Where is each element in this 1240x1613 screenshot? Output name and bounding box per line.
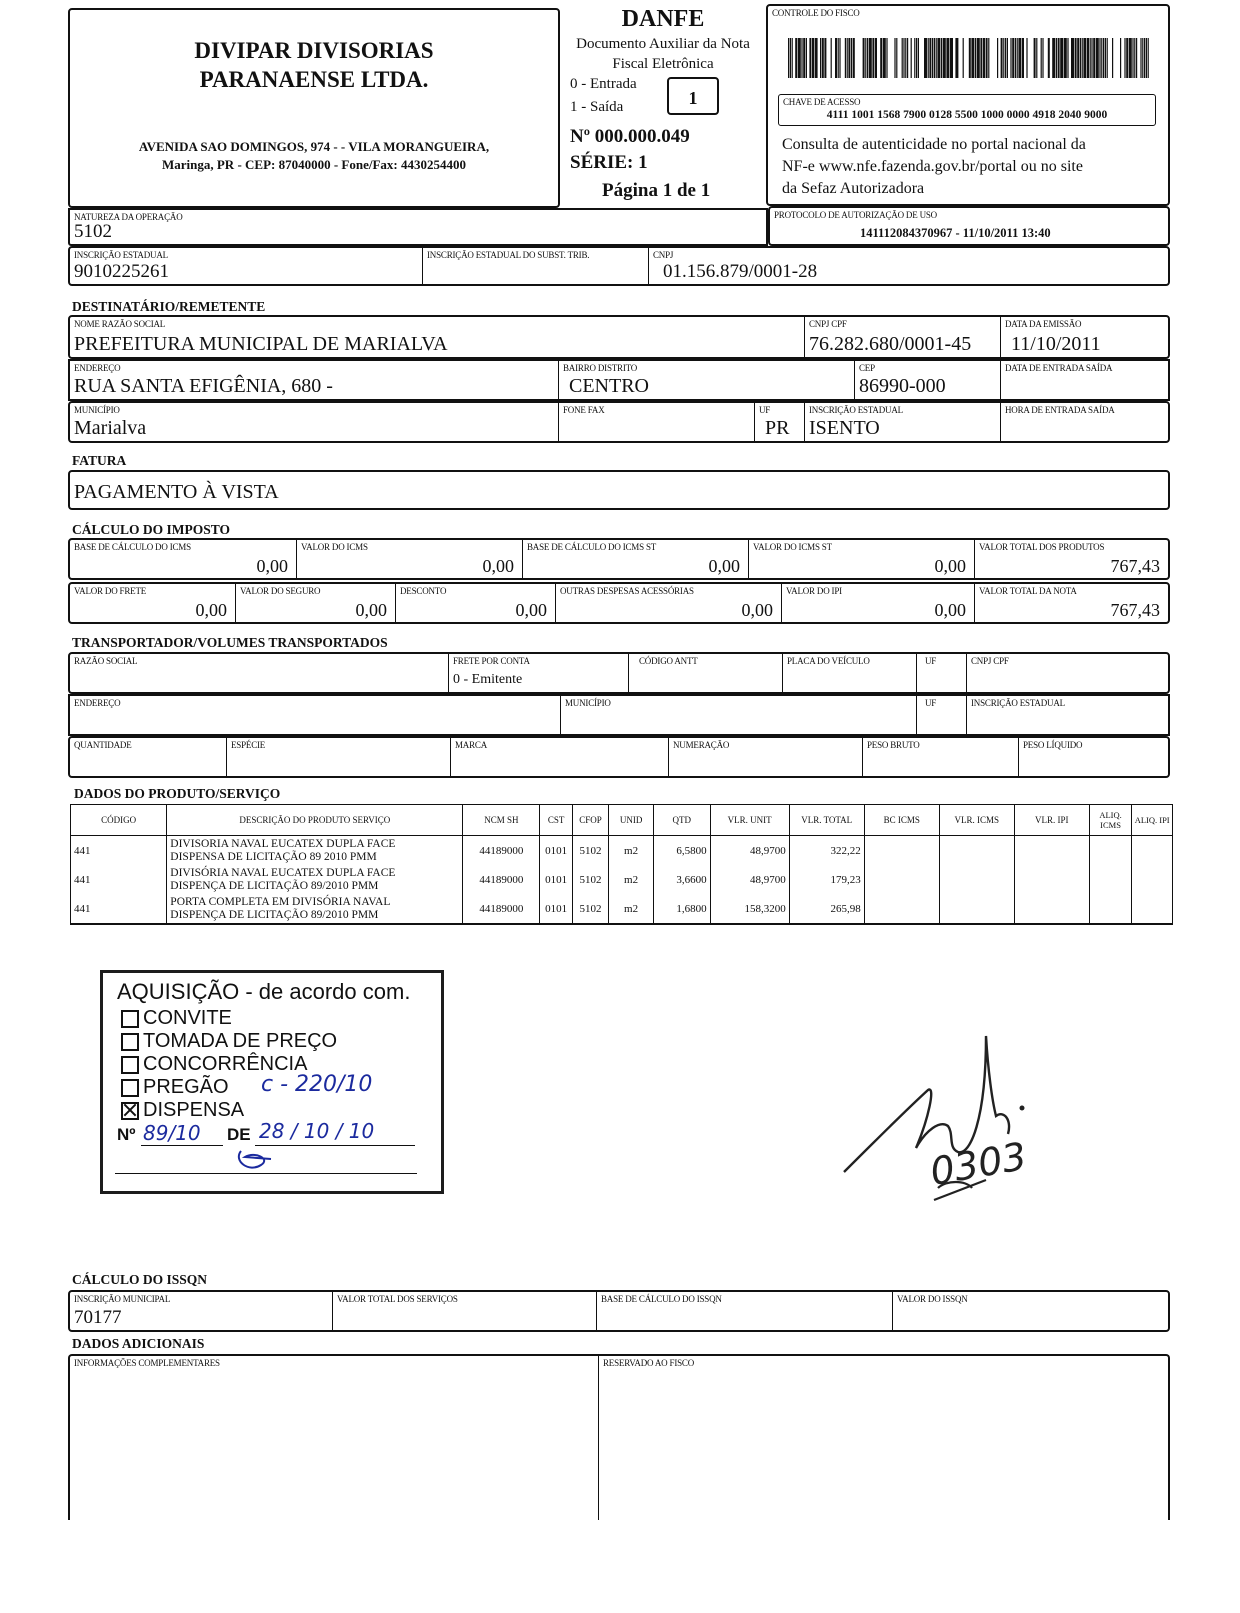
transporte-row-2: ENDEREÇO MUNICÍPIO UF INSCRIÇÃO ESTADUAL bbox=[68, 694, 1170, 736]
chave-acesso: 4111 1001 1568 7900 0128 5500 1000 0000 4918 2040 9000 bbox=[826, 109, 1108, 121]
frete-value: 0,00 bbox=[195, 600, 227, 620]
serie-nf: SÉRIE: 1 bbox=[570, 152, 648, 173]
col-vlr-icms: VLR. ICMS bbox=[939, 805, 1014, 836]
dest-ie: ISENTO bbox=[809, 417, 880, 439]
table-row: 441 DIVISÓRIA NAVAL EUCATEX DUPLA FACE DISPENÇA DE LICITAÇÃO 89/2010 PMM 44189000 0101 5102 m2 3,6600 48,9700 179,23 bbox=[71, 865, 1173, 894]
stamp-option-convite: CONVITE bbox=[121, 1007, 232, 1030]
dest-uf: PR bbox=[765, 417, 790, 439]
ie-cell: INSCRIÇÃO ESTADUAL 9010225261 bbox=[74, 250, 169, 282]
checked-checkbox-icon bbox=[121, 1102, 139, 1120]
dest-cep: 86990-000 bbox=[859, 375, 946, 397]
pagina-nf: Página 1 de 1 bbox=[602, 180, 711, 201]
col-cfop: CFOP bbox=[572, 805, 608, 836]
checkbox-icon bbox=[121, 1079, 139, 1097]
col-qtd: QTD bbox=[653, 805, 710, 836]
stamp-option-tomada: TOMADA DE PREÇO bbox=[121, 1030, 337, 1053]
transporte-row-1: RAZÃO SOCIAL FRETE POR CONTA 0 - Emitente CÓDIGO ANTT PLACA DO VEÍCULO UF CNPJ CPF bbox=[68, 652, 1170, 694]
issqn-section-title: CÁLCULO DO ISSQN bbox=[72, 1272, 208, 1287]
protocolo-box bbox=[768, 206, 1170, 246]
total-nota-value: 767,43 bbox=[1110, 600, 1160, 620]
dest-row-2: ENDEREÇO RUA SANTA EFIGÊNIA, 680 - BAIRRO DISTRITO CENTRO CEP 86990-000 DATA DE ENTRADA SAÍDA bbox=[68, 359, 1170, 401]
produtos-section-title: DADOS DO PRODUTO/SERVIÇO bbox=[74, 786, 281, 801]
stamp-de-label: DE bbox=[227, 1125, 251, 1144]
inscricao-row bbox=[68, 246, 1170, 286]
protocolo-value: 141112084370967 - 11/10/2011 13:40 bbox=[860, 226, 1051, 240]
cnpj-value: 01.156.879/0001-28 bbox=[663, 261, 818, 282]
chave-acesso-box bbox=[778, 94, 1156, 126]
desconto-value: 0,00 bbox=[515, 600, 547, 620]
produtos-header-row bbox=[71, 805, 1173, 836]
info-complementares-label: INFORMAÇÕES COMPLEMENTARES bbox=[74, 1358, 220, 1368]
destinatario-section-title: DESTINATÁRIO/REMETENTE bbox=[72, 299, 266, 314]
col-codigo: CÓDIGO bbox=[71, 805, 167, 836]
chave-acesso-label: CHAVE DE ACESSO bbox=[783, 97, 861, 107]
barcode-image bbox=[788, 38, 1152, 78]
col-cst: CST bbox=[540, 805, 572, 836]
checkbox-icon bbox=[121, 1056, 139, 1074]
ie-value: 9010225261 bbox=[74, 261, 169, 282]
dest-municipio: Marialva bbox=[74, 417, 147, 439]
issqn-im-value: 70177 bbox=[74, 1307, 122, 1328]
stamp-numero-label: Nº bbox=[117, 1125, 136, 1144]
handwritten-data: 28 / 10 / 10 bbox=[259, 1119, 375, 1143]
col-aliq-ipi: ALIQ. IPI bbox=[1132, 805, 1173, 836]
imposto-row-1: BASE DE CÁLCULO DO ICMS 0,00 VALOR DO ICMS 0,00 BASE DE CÁLCULO DO ICMS ST 0,00 VALOR DO ICMS ST 0,00 VALOR TOTAL DOS PRODUTOS 767,43 bbox=[68, 538, 1170, 580]
cnpj-cell: CNPJ 01.156.879/0001-28 bbox=[648, 248, 1168, 284]
signature-icon bbox=[836, 1030, 1106, 1220]
issqn-row: INSCRIÇÃO MUNICIPAL 70177 VALOR TOTAL DOS SERVIÇOS BASE DE CÁLCULO DO ISSQN VALOR DO ISSQN bbox=[68, 1290, 1170, 1332]
dest-emissao: 11/10/2011 bbox=[1011, 333, 1101, 355]
bc-icms-value: 0,00 bbox=[256, 556, 288, 576]
emitente-box bbox=[68, 8, 560, 208]
stamp-option-dispensa: DISPENSA bbox=[121, 1099, 244, 1122]
signature-number: 0303 bbox=[926, 1133, 1030, 1195]
aquisicao-stamp bbox=[100, 970, 444, 1194]
col-descricao: DESCRIÇÃO DO PRODUTO SERVIÇO bbox=[167, 805, 463, 836]
checkbox-icon bbox=[121, 1033, 139, 1051]
natureza-label: NATUREZA DA OPERAÇÃO bbox=[74, 212, 183, 222]
emitente-razao-social: DIVIPAR DIVISORIAS PARANAENSE LTDA. bbox=[194, 38, 434, 92]
danfe-block bbox=[560, 4, 766, 208]
fatura-section-title: FATURA bbox=[72, 453, 127, 468]
stamp-title: AQUISIÇÃO - de acordo com. bbox=[117, 979, 411, 1004]
dest-endereco: RUA SANTA EFIGÊNIA, 680 - bbox=[74, 375, 333, 397]
seguro-value: 0,00 bbox=[355, 600, 387, 620]
icms-value: 0,00 bbox=[482, 556, 514, 576]
fatura-box bbox=[68, 470, 1170, 510]
handwritten-pregao: c - 220/10 bbox=[261, 1072, 373, 1097]
dest-cnpj: 76.282.680/0001-45 bbox=[809, 333, 972, 355]
col-vlr-ipi: VLR. IPI bbox=[1014, 805, 1089, 836]
checkbox-icon bbox=[121, 1010, 139, 1028]
handwritten-numero: 89/10 bbox=[143, 1121, 201, 1145]
stamp-option-concorrencia: CONCORRÊNCIA bbox=[121, 1053, 307, 1076]
bc-icms-st-value: 0,00 bbox=[708, 556, 740, 576]
frete-por-conta: 0 - Emitente bbox=[453, 672, 523, 687]
imposto-section-title: CÁLCULO DO IMPOSTO bbox=[72, 522, 231, 537]
dest-row-3: MUNICÍPIO Marialva FONE FAX UF PR INSCRIÇÃO ESTADUAL ISENTO HORA DE ENTRADA SAÍDA bbox=[68, 401, 1170, 443]
dest-nome: PREFEITURA MUNICIPAL DE MARIALVA bbox=[74, 333, 448, 355]
tipo-operacao: 1 bbox=[667, 77, 719, 115]
tipo-entrada: 0 - Entrada bbox=[570, 76, 637, 92]
danfe-title: DANFE bbox=[621, 6, 705, 32]
dest-row-1: NOME RAZÃO SOCIAL PREFEITURA MUNICIPAL DE MARIALVA CNPJ CPF 76.282.680/0001-45 DATA DA EMISSÃO 11/10/2011 bbox=[68, 315, 1170, 359]
icms-st-value: 0,00 bbox=[934, 556, 966, 576]
adicionais-box bbox=[68, 1354, 1170, 1520]
stamp-numero-line bbox=[141, 1145, 223, 1146]
adicionais-section-title: DADOS ADICIONAIS bbox=[72, 1336, 205, 1351]
total-produtos-value: 767,43 bbox=[1110, 556, 1160, 576]
danfe-subtitle: Documento Auxiliar da Nota Fiscal Eletrônica bbox=[576, 36, 750, 72]
col-unid: UNID bbox=[609, 805, 654, 836]
natureza-operacao-box bbox=[68, 208, 768, 246]
protocolo-label: PROTOCOLO DE AUTORIZAÇÃO DE USO bbox=[774, 210, 937, 220]
col-ncm: NCM SH bbox=[463, 805, 540, 836]
table-row: 441 DIVISORIA NAVAL EUCATEX DUPLA FACE DISPENSA DE LICITAÇÃO 89 2010 PMM 44189000 0101 5102 m2 6,5800 48,9700 322,22 bbox=[71, 836, 1173, 866]
col-bc-icms: BC ICMS bbox=[864, 805, 939, 836]
imposto-row-2: VALOR DO FRETE 0,00 VALOR DO SEGURO 0,00 DESCONTO 0,00 OUTRAS DESPESAS ACESSÓRIAS 0,00 VALOR DO IPI 0,00 VALOR TOTAL DA NOTA 767,43 bbox=[68, 582, 1170, 624]
consulta-autenticidade: Consulta de autenticidade no portal nacional da NF-e www.nfe.fazenda.gov.br/portal ou no site da Sefaz Autorizadora bbox=[782, 136, 1086, 197]
fisco-box bbox=[766, 4, 1170, 206]
stamp-option-pregao: PREGÃO bbox=[121, 1076, 229, 1099]
tipo-saida: 1 - Saída bbox=[570, 99, 624, 115]
col-aliq-icms: ALIQ. ICMS bbox=[1089, 805, 1132, 836]
dest-bairro: CENTRO bbox=[569, 375, 649, 397]
transporte-section-title: TRANSPORTADOR/VOLUMES TRANSPORTADOS bbox=[72, 635, 388, 650]
controle-fisco-label: CONTROLE DO FISCO bbox=[772, 8, 860, 18]
ie-st-cell: INSCRIÇÃO ESTADUAL DO SUBST. TRIB. bbox=[422, 248, 648, 284]
outras-despesas-value: 0,00 bbox=[741, 600, 773, 620]
col-vlr-unit: VLR. UNIT bbox=[710, 805, 789, 836]
transporte-row-3: QUANTIDADE ESPÉCIE MARCA NUMERAÇÃO PESO BRUTO PESO LÍQUIDO bbox=[68, 736, 1170, 778]
emitente-endereco: AVENIDA SAO DOMINGOS, 974 - - VILA MORANGUEIRA, Maringa, PR - CEP: 87040000 - Fone/Fax: 4430254400 bbox=[138, 139, 490, 172]
ipi-value: 0,00 bbox=[934, 600, 966, 620]
table-row: 441 PORTA COMPLETA EM DIVISÓRIA NAVAL DISPENÇA DE LICITAÇÃO 89/2010 PMM 44189000 0101 5102 m2 1,6800 158,3200 265,98 bbox=[71, 894, 1173, 924]
natureza-value: 5102 bbox=[74, 221, 112, 242]
fatura-value: PAGAMENTO À VISTA bbox=[74, 481, 279, 503]
numero-nf: Nº 000.000.049 bbox=[570, 126, 690, 147]
col-vlr-total: VLR. TOTAL bbox=[789, 805, 864, 836]
handwritten-rubric-icon bbox=[231, 1145, 281, 1181]
produtos-table bbox=[70, 804, 1173, 925]
reservado-fisco-label: RESERVADO AO FISCO bbox=[603, 1358, 695, 1368]
